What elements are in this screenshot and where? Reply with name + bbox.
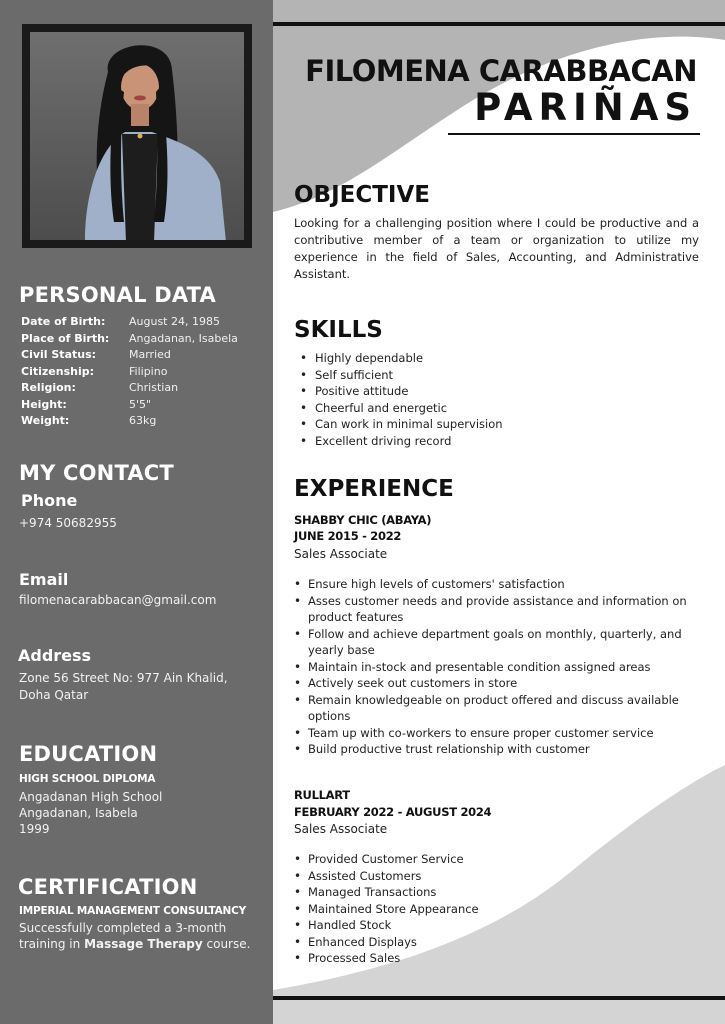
objective-heading: OBJECTIVE [294,182,430,208]
name-underline [448,133,700,135]
skills-heading: SKILLS [294,317,383,343]
list-item: • Enhanced Displays [288,934,708,951]
personal-data-row [21,315,261,331]
personal-data-row [21,414,261,430]
skills-list [294,350,704,449]
list-item: • Remain knowledgeable on product offered and discuss available options [288,692,708,725]
education-location: Angadanan, Isabela [19,806,138,820]
list-item: • Highly dependable [294,350,704,367]
list-item: • Self sufficient [294,367,704,384]
pob-value: Angadanan, Isabela [129,332,238,345]
weight-label: Weight: [21,414,70,427]
education-heading: EDUCATION [19,742,158,766]
education-degree: HIGH SCHOOL DIPLOMA [19,773,156,785]
personal-data-row [21,398,261,414]
certification-course: Massage Therapy [84,937,203,951]
citizenship-value: Filipino [129,365,168,378]
job-period: FEBRUARY 2022 - AUGUST 2024 [294,805,492,819]
contact-heading: MY CONTACT [19,461,174,485]
job-role: Sales Associate [294,822,388,836]
job-company: RULLART [294,788,350,802]
certification-line-2 [19,936,250,952]
certification-line-2-suffix: course. [202,937,251,951]
list-item: • Asses customer needs and provide assistance and information on product features [288,593,708,626]
email-value[interactable]: filomenacarabbacan@gmail.com [19,593,217,607]
dob-label: Date of Birth: [21,315,106,328]
religion-label: Religion: [21,381,76,394]
pob-label: Place of Birth: [21,332,110,345]
personal-data-heading: PERSONAL DATA [19,283,217,307]
job-company: SHABBY CHIC (ABAYA) [294,513,432,527]
certification-line-1: Successfully completed a 3-month [19,921,227,935]
height-label: Height: [21,398,67,411]
address-line-2: Doha Qatar [19,688,89,702]
profile-photo [30,32,244,240]
profile-photo-frame [22,24,252,248]
list-item: • Can work in minimal supervision [294,416,704,433]
job-period: JUNE 2015 - 2022 [294,529,402,543]
citizenship-label: Citizenship: [21,365,94,378]
certification-heading: CERTIFICATION [18,875,198,899]
main-content [273,0,725,1024]
bottom-divider [273,996,725,1000]
list-item: • Team up with co-workers to ensure proper customer service [288,725,708,742]
education-year: 1999 [19,822,50,836]
personal-data-row [21,332,261,348]
education-school: Angadanan High School [19,790,163,804]
certification-line-2-prefix: training in [19,937,85,951]
sidebar [0,0,273,1024]
weight-value: 63kg [129,414,157,427]
list-item: • Cheerful and energetic [294,400,704,417]
certification-org: IMPERIAL MANAGEMENT CONSULTANCY [19,905,247,917]
personal-data-row [21,365,261,381]
height-value: 5'5" [129,398,152,411]
email-label: Email [19,570,69,589]
civil-status-label: Civil Status: [21,348,97,361]
list-item: • Build productive trust relationship with customer [288,741,708,758]
personal-data-row [21,381,261,397]
job-role: Sales Associate [294,547,388,561]
name-second-line: PARIÑAS [474,86,697,129]
address-line-1: Zone 56 Street No: 977 Ain Khalid, [19,671,228,685]
dob-value: August 24, 1985 [129,315,220,328]
list-item: • Assisted Customers [288,868,708,885]
top-divider [273,22,725,26]
objective-text: Looking for a challenging position where I could be productive and a contributive member of a team or organization to utilize my experience in the field of Sales, Accounting, and Administrative Assistant. [294,216,699,281]
experience-heading: EXPERIENCE [294,476,454,502]
phone-label: Phone [21,491,78,510]
person-portrait-icon [30,32,244,240]
religion-value: Christian [129,381,179,394]
list-item: • Ensure high levels of customers' satisfaction [288,576,708,593]
job-duties-list [288,851,708,967]
list-item: • Positive attitude [294,383,704,400]
personal-data-row [21,348,261,364]
list-item: • Follow and achieve department goals on monthly, quarterly, and yearly base [288,626,708,659]
civil-status-value: Married [129,348,171,361]
name-first-line: FILOMENA CARABBACAN [305,54,697,88]
list-item: • Handled Stock [288,917,708,934]
job-duties-list [288,576,708,758]
list-item: • Provided Customer Service [288,851,708,868]
list-item: • Maintain in-stock and presentable condition assigned areas [288,659,708,676]
list-item: • Maintained Store Appearance [288,901,708,918]
list-item: • Processed Sales [288,950,708,967]
phone-value[interactable]: +974 50682955 [19,516,117,530]
address-label: Address [18,646,92,665]
list-item: • Actively seek out customers in store [288,675,708,692]
list-item: • Excellent driving record [294,433,704,450]
list-item: • Managed Transactions [288,884,708,901]
